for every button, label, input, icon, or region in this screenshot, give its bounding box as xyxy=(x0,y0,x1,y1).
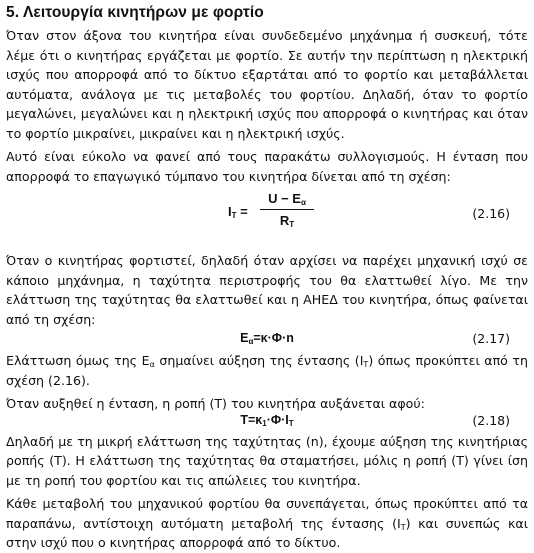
equation-2-17 xyxy=(6,329,528,351)
equation-2-16 xyxy=(6,186,528,242)
equation-formula: $T=\kappa_1\cdot\Phi\cdot I_T$ xyxy=(240,412,294,428)
paragraph-conclusion: Κάθε μεταβολή του μηχανικού φορτίου θα συνεπάγεται, όπως προκύπτει από τα παραπάνω, αντίστοιχη αυτόματη μεταβολή της έντασης $(I_T)$ και συνεπώς και στην ισχύ που ο κινητήρας απορροφά από το δίκτυο. xyxy=(6,496,528,550)
equation-number: (2.18) xyxy=(472,412,510,428)
paragraph-load-intro: Όταν στον άξονα του κινητήρα είναι συνδεδεμένο μηχάνημα ή συσκευή, τότε λέμε ότι ο κινητήρας εργάζεται με φορτίο. Σε αυτήν την περίπτωση η ηλεκτρική ισχύς που απορροφά από το δίκτυο εξαρτάται από το φορτίο και μεταβάλλεται αυτόματα, ανάλογα με τις μεταβολές του φορτίου. Δηλαδή, όταν το φορτίο μεγαλώνει, μεγαλώνει και η ηλεκτρική ισχύς που απορροφά ο κινητήρας και όταν το φορτίο μικραίνει, μικραίνει και η ηλεκτρική ισχύς. xyxy=(6,28,528,141)
equation-fraction xyxy=(260,190,314,230)
paragraph-torque-balance: Δηλαδή με τη μικρή ελάττωση της ταχύτητας (n), έχουμε αύξηση της κινητήριας ροπής (T). Η ελάττωση της ταχύτητας θα σταματήσει, μόλις η ροπή (T) γίνει ίση με τη ροπή του φορτίου και τις απώλειες του κινητήρα. xyxy=(6,433,528,488)
paragraph-reasoning: Αυτό είναι εύκολο να φανεί από τους παρακάτω συλλογισμούς. Η ένταση που απορροφά το επαγωγικό τύμπανο του κινητήρα δίνεται από τη σχέση: xyxy=(6,149,528,184)
section-title: 5. Λειτουργία κινητήρων με φορτίο xyxy=(6,4,264,21)
fraction-bar xyxy=(260,209,314,210)
equation-2-18 xyxy=(6,414,528,432)
equation-number: (2.16) xyxy=(472,206,510,221)
fraction-denominator: $R_T$ xyxy=(279,213,295,229)
fraction-numerator: $U - E_\alpha$ xyxy=(268,191,306,207)
paragraph-current-increase: Ελάττωση όμως της $E_\alpha$ σημαίνει αύξηση της έντασης $(I_T)$ όπως προκύπτει από τη σχέση (2.16). xyxy=(6,353,528,388)
equation-lhs: $I_T$ = xyxy=(228,204,248,220)
paragraph-loaded-motor: Όταν ο κινητήρας φορτιστεί, δηλαδή όταν αρχίσει να παρέχει μηχανική ισχύ σε κάποιο μηχάνημα, η ταχύτητα περιστροφής του θα ελαττωθεί λίγο. Με την ελάττωση της ταχύτητας θα ελαττωθεί και η ΑΗΕΔ του κινητήρα, όπως φαίνεται από τη σχέση: xyxy=(6,253,528,327)
paragraph-torque-intro: Όταν αυξηθεί η ένταση, η ροπή (T) του κινητήρα αυξάνεται αφού: xyxy=(6,396,425,411)
equation-formula: $E_\alpha=\kappa\cdot\Phi\cdot n$ xyxy=(240,331,294,346)
equation-number: (2.17) xyxy=(472,331,510,346)
